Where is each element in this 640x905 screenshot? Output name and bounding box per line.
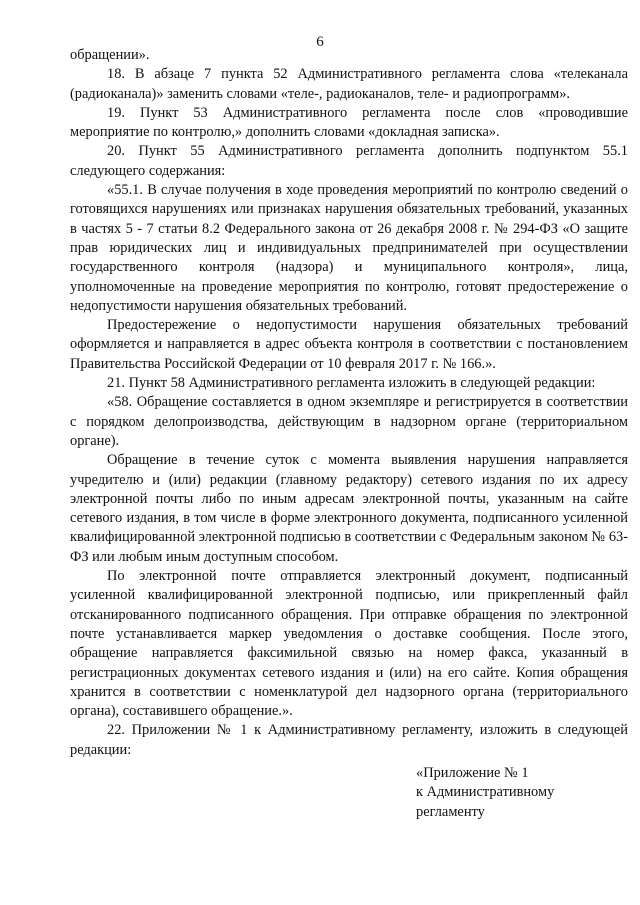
appendix-header <box>416 764 626 822</box>
paragraph-continuation: обращении». <box>70 47 150 63</box>
document-body <box>70 46 628 760</box>
paragraph-email-sending: По электронной почте отправляется электронный документ, подписанный усиленной квалифицированной электронной подписью, или прикрепленный файл отсканированного подписанного обращения. При отправке обращения по электронной почте устанавливается маркер уведомления о доставке сообщения. После этого, обращение направляется факсимильной связью на номер факса, указанный в регистрационных документах сетевого издания и (или) на его сайте. Копия обращения хранится в соответствии с номенклатурой дел надзорного органа (территориального органа), составившего обращение.». <box>70 568 628 720</box>
paragraph-warning: Предостережение о недопустимости нарушения обязательных требований оформляется и направляется в адрес объекта контроля в соответствии с постановлением Правительства Российской Федерации от 10 февраля 2017 г. № 166.». <box>70 317 628 372</box>
paragraph-item-20: 20. Пункт 55 Административного регламента дополнить подпунктом 55.1 следующего содержания: <box>70 143 628 179</box>
paragraph-subitem-55-1: «55.1. В случае получения в ходе проведения мероприятий по контролю сведений о готовящихся нарушениях или признаках нарушения обязательных требований, указанных в частях 5 - 7 статьи 8.2 Федерального закона от 26 декабря 2008 г. № 294-ФЗ «О защите прав юридических лиц и индивидуальных предпринимателей при осуществлении государственного контроля (надзора) и муниципального контроля», лица, уполномоченные на проведение мероприятия по контролю, готовят предостережение о недопустимости нарушения обязательных требований. <box>70 182 628 314</box>
appendix-line-3: регламенту <box>416 803 485 820</box>
paragraph-item-18: 18. В абзаце 7 пункта 52 Административного регламента слова «телеканала (радиоканала)» заменить словами «теле-, радиоканалов, теле- и радиопрограмм». <box>70 66 628 102</box>
paragraph-item-19: 19. Пункт 53 Административного регламента после слов «проводившие мероприятие по контролю,» дополнить словами «докладная записка». <box>70 104 628 141</box>
appendix-line-2: к Административному <box>416 784 555 801</box>
paragraph-appeal-sending: Обращение в течение суток с момента выявления нарушения направляется учредителю и (или) редакции (главному редактору) сетевого издания по их адресу электронной почты либо по иным адресам электронной почты, указанным на сайте сетевого издания, в том числе в форме электронного документа, подписанного усиленной квалифицированной электронной подписью в соответствии с Федеральным законом № 63-ФЗ или любым иным доступным способом. <box>70 452 628 565</box>
paragraph-item-21: 21. Пункт 58 Административного регламента изложить в следующей редакции: <box>107 375 596 392</box>
appendix-line-1: «Приложение № 1 <box>416 765 529 781</box>
page-number: 6 <box>316 34 324 50</box>
paragraph-item-58: «58. Обращение составляется в одном экземпляре и регистрируется в соответствии с порядком делопроизводства, действующим в надзорном органе (территориальном органе). <box>70 394 628 449</box>
paragraph-item-22: 22. Приложении № 1 к Административному регламенту, изложить в следующей редакции: <box>70 722 628 758</box>
